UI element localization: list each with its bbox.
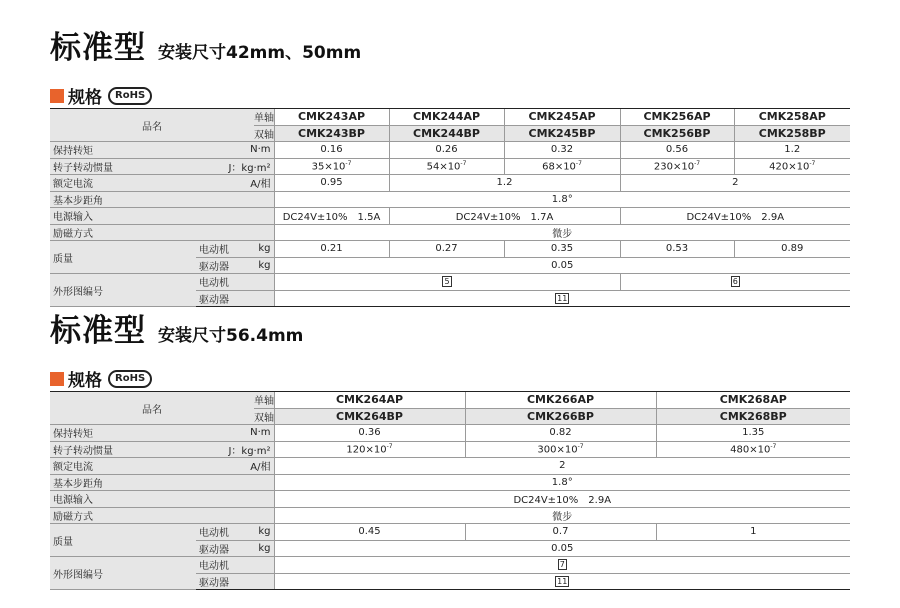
value-cell: DC24V±10% 2.9A	[620, 208, 850, 225]
value-cell: 0.05	[274, 540, 850, 557]
model-cell: CMK243AP	[274, 109, 389, 126]
value-cell: 0.7	[465, 524, 656, 541]
value-cell: $54\times 10^{-7}$	[389, 158, 504, 175]
value-cell: 0.05	[274, 257, 850, 274]
value-cell: 1	[656, 524, 850, 541]
holding-torque-label: 保持转矩	[50, 142, 196, 159]
section2-spec-heading	[50, 366, 152, 391]
unit-label: J：kg·m²	[196, 441, 274, 458]
unit-label: N·m	[196, 142, 274, 159]
motor-label: 电动机	[196, 274, 274, 291]
table-row	[50, 474, 850, 491]
table-row	[50, 191, 850, 208]
value-cell: $480\times 10^{-7}$	[656, 441, 850, 458]
excitation-label: 励磁方式	[50, 224, 274, 241]
outline-label: 外形图编号	[50, 274, 196, 307]
excitation-label: 励磁方式	[50, 507, 274, 524]
model-cell: CMK256AP	[620, 109, 734, 126]
model-cell: CMK258BP	[734, 125, 850, 142]
value-cell: 0.32	[504, 142, 620, 159]
model-cell: CMK266BP	[465, 408, 656, 425]
section1-main-title: 标准型	[50, 30, 146, 66]
value-cell: DC24V±10% 1.7A	[389, 208, 620, 225]
value-cell: 0.95	[274, 175, 389, 192]
orange-square-icon	[50, 372, 64, 386]
value-cell: 微步	[274, 224, 850, 241]
unit-label: kg	[254, 241, 274, 258]
unit-label: kg	[254, 540, 274, 557]
single-axis-label: 单轴	[254, 392, 274, 409]
table-row	[50, 425, 850, 442]
section2-main-title: 标准型	[50, 313, 146, 349]
value-cell: 0.56	[620, 142, 734, 159]
spec-table-1	[50, 108, 850, 307]
outline-label: 外形图编号	[50, 557, 196, 590]
table-row	[50, 175, 850, 192]
outline-number: 6	[732, 277, 738, 287]
product-label: 品名	[50, 392, 254, 425]
table-row	[50, 458, 850, 475]
section1-title	[50, 22, 361, 67]
step-angle-label: 基本步距角	[50, 474, 274, 491]
value-cell: 1.2	[389, 175, 620, 192]
value-cell: DC24V±10% 2.9A	[274, 491, 850, 508]
table-row	[50, 392, 850, 409]
orange-square-icon	[50, 89, 64, 103]
value-cell: 1.35	[656, 425, 850, 442]
value-cell: 0.82	[465, 425, 656, 442]
driver-label: 驱动器	[196, 257, 254, 274]
section1-spec-heading	[50, 83, 152, 108]
rotor-inertia-label: 转子转动惯量	[50, 158, 196, 175]
value-cell: 0.27	[389, 241, 504, 258]
value-cell: 0.26	[389, 142, 504, 159]
value-cell: $120\times 10^{-7}$	[274, 441, 465, 458]
table-row	[50, 491, 850, 508]
holding-torque-label: 保持转矩	[50, 425, 196, 442]
model-cell: CMK244BP	[389, 125, 504, 142]
motor-label: 电动机	[196, 557, 274, 574]
model-cell: CMK245AP	[504, 109, 620, 126]
rated-current-label: 额定电流	[50, 175, 196, 192]
outline-number: 11	[557, 576, 568, 586]
model-cell: CMK245BP	[504, 125, 620, 142]
value-cell: $230\times 10^{-7}$	[620, 158, 734, 175]
rohs-badge: RoHS	[108, 87, 152, 105]
model-cell: CMK244AP	[389, 109, 504, 126]
power-input-label: 电源输入	[50, 491, 274, 508]
rated-current-label: 额定电流	[50, 458, 196, 475]
model-cell: CMK268BP	[656, 408, 850, 425]
unit-label: kg	[254, 524, 274, 541]
value-cell: 0.53	[620, 241, 734, 258]
motor-label: 电动机	[196, 524, 254, 541]
model-cell: CMK258AP	[734, 109, 850, 126]
model-cell: CMK268AP	[656, 392, 850, 409]
value-cell: 1.8°	[274, 191, 850, 208]
model-cell: CMK243BP	[274, 125, 389, 142]
value-cell	[274, 274, 620, 291]
value-cell: 0.16	[274, 142, 389, 159]
single-axis-label: 单轴	[254, 109, 274, 126]
value-cell	[620, 274, 850, 291]
table-row	[50, 524, 850, 541]
table-row	[50, 158, 850, 175]
table-row	[50, 224, 850, 241]
section2-title	[50, 305, 303, 350]
driver-label: 驱动器	[196, 540, 254, 557]
value-cell	[274, 557, 850, 574]
outline-number: 11	[557, 293, 568, 303]
value-cell: 微步	[274, 507, 850, 524]
table-row	[50, 274, 850, 291]
value-cell: 0.35	[504, 241, 620, 258]
table-row	[50, 557, 850, 574]
step-angle-label: 基本步距角	[50, 191, 274, 208]
value-cell: 2	[274, 458, 850, 475]
motor-label: 电动机	[196, 241, 254, 258]
model-cell: CMK264AP	[274, 392, 465, 409]
model-cell: CMK264BP	[274, 408, 465, 425]
driver-label: 驱动器	[196, 290, 274, 307]
value-cell: $300\times 10^{-7}$	[465, 441, 656, 458]
value-cell	[274, 573, 850, 590]
power-input-label: 电源输入	[50, 208, 274, 225]
model-cell: CMK256BP	[620, 125, 734, 142]
value-cell: $420\times 10^{-7}$	[734, 158, 850, 175]
table-row	[50, 441, 850, 458]
spec-label: 规格	[68, 371, 102, 391]
unit-label: N·m	[196, 425, 274, 442]
unit-label: A/相	[196, 458, 274, 475]
spec-table-2	[50, 391, 850, 590]
unit-label: J：kg·m²	[196, 158, 274, 175]
table-row	[50, 507, 850, 524]
mass-label: 质量	[50, 241, 196, 274]
model-cell: CMK266AP	[465, 392, 656, 409]
value-cell: 0.21	[274, 241, 389, 258]
driver-label: 驱动器	[196, 573, 274, 590]
double-axis-label: 双轴	[254, 125, 274, 142]
section1-subtitle: 安装尺寸42mm、50mm	[158, 43, 362, 63]
value-cell: $35\times 10^{-7}$	[274, 158, 389, 175]
value-cell	[274, 290, 850, 307]
table-row	[50, 241, 850, 258]
table-row	[50, 109, 850, 126]
rohs-badge: RoHS	[108, 370, 152, 388]
mass-label: 质量	[50, 524, 196, 557]
table-row	[50, 142, 850, 159]
value-cell: 1.8°	[274, 474, 850, 491]
value-cell: DC24V±10% 1.5A	[274, 208, 389, 225]
product-label: 品名	[50, 109, 254, 142]
value-cell: 0.89	[734, 241, 850, 258]
section2-subtitle: 安装尺寸56.4mm	[158, 326, 304, 346]
outline-number: 5	[444, 277, 450, 287]
table-row	[50, 208, 850, 225]
unit-label: A/相	[196, 175, 274, 192]
value-cell: 0.36	[274, 425, 465, 442]
double-axis-label: 双轴	[254, 408, 274, 425]
value-cell: 2	[620, 175, 850, 192]
value-cell: $68\times 10^{-7}$	[504, 158, 620, 175]
outline-number: 7	[559, 560, 565, 570]
value-cell: 1.2	[734, 142, 850, 159]
spec-label: 规格	[68, 88, 102, 108]
value-cell: 0.45	[274, 524, 465, 541]
unit-label: kg	[254, 257, 274, 274]
rotor-inertia-label: 转子转动惯量	[50, 441, 196, 458]
